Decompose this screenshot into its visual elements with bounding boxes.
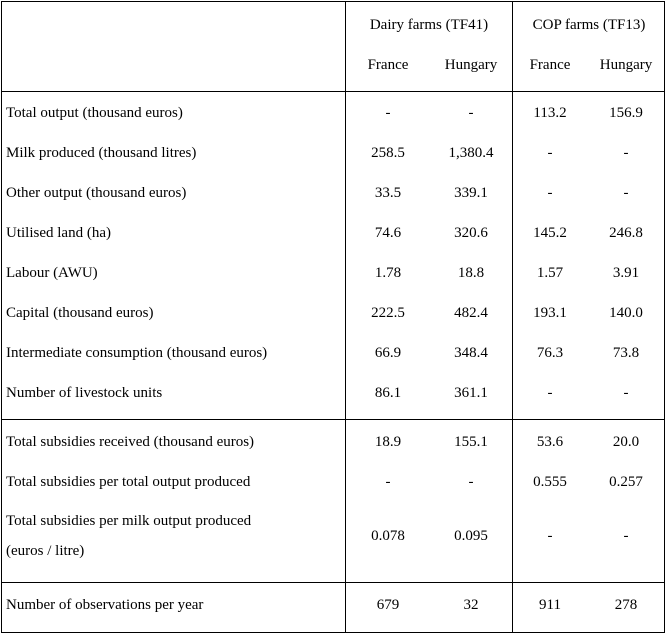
table-cell: - (547, 385, 553, 401)
table-cell: - (547, 528, 553, 544)
row-label: Intermediate consumption (thousand euros) (6, 345, 268, 361)
section-divider (2, 582, 664, 583)
table-cell: 18.8 (457, 265, 485, 281)
table-cell: 140.0 (609, 305, 643, 321)
table-cell: 86.1 (374, 385, 402, 401)
table-cell: - (623, 528, 629, 544)
data-table (1, 1, 665, 633)
column-header: France (529, 57, 571, 73)
row-label: Utilised land (ha) (6, 225, 111, 241)
table-cell: 76.3 (536, 345, 564, 361)
table-cell: - (623, 145, 629, 161)
table-cell: 0.078 (371, 528, 405, 544)
table-cell: 361.1 (454, 385, 488, 401)
table-cell: 348.4 (454, 345, 488, 361)
table-cell: 278 (614, 597, 638, 613)
table-cell: - (623, 385, 629, 401)
row-label: Total subsidies per milk output produced (6, 513, 252, 529)
group-header-cop: COP farms (TF13) (532, 17, 646, 33)
row-label: Capital (thousand euros) (6, 305, 154, 321)
table-cell: - (468, 105, 474, 121)
row-label: Other output (thousand euros) (6, 185, 187, 201)
section-divider (2, 419, 664, 420)
column-header: Hungary (599, 57, 653, 73)
table-cell: 1.78 (374, 265, 402, 281)
row-label-continued: (euros / litre) (6, 543, 85, 559)
table-cell: 18.9 (374, 434, 402, 450)
table-cell: 20.0 (612, 434, 640, 450)
column-header: Hungary (444, 57, 498, 73)
table-cell: 66.9 (374, 345, 402, 361)
group-header-dairy: Dairy farms (TF41) (369, 17, 489, 33)
table-cell: 113.2 (533, 105, 567, 121)
table-cell: 0.257 (609, 474, 643, 490)
table-cell: 246.8 (609, 225, 643, 241)
table-cell: - (547, 185, 553, 201)
row-label: Total subsidies per total output produced (6, 474, 251, 490)
column-header: France (367, 57, 409, 73)
header-divider (2, 91, 664, 92)
row-label: Labour (AWU) (6, 265, 98, 281)
row-label: Total subsidies received (thousand euros) (6, 434, 255, 450)
table-cell: 156.9 (609, 105, 643, 121)
table-cell: - (623, 185, 629, 201)
table-cell: 0.095 (454, 528, 488, 544)
table-cell: 33.5 (374, 185, 402, 201)
table-cell: 1,380.4 (448, 145, 494, 161)
row-label: Milk produced (thousand litres) (6, 145, 197, 161)
table-cell: 74.6 (374, 225, 402, 241)
table-cell: 73.8 (612, 345, 640, 361)
table-cell: 32 (463, 597, 479, 613)
row-label: Number of observations per year (6, 597, 204, 613)
table-cell: 911 (539, 597, 561, 613)
table-cell: 3.91 (612, 265, 640, 281)
table-cell: 320.6 (454, 225, 488, 241)
table-cell: 339.1 (454, 185, 488, 201)
table-cell: 482.4 (454, 305, 488, 321)
row-label: Total output (thousand euros) (6, 105, 183, 121)
table-cell: 679 (376, 597, 400, 613)
table-cell: 53.6 (536, 434, 564, 450)
table-cell: 0.555 (533, 474, 567, 490)
table-cell: - (385, 105, 391, 121)
table-cell: 145.2 (533, 225, 567, 241)
table-cell: - (385, 474, 391, 490)
row-label: Number of livestock units (6, 385, 163, 401)
table-cell: - (468, 474, 474, 490)
table-cell: 155.1 (454, 434, 488, 450)
table-cell: - (547, 145, 553, 161)
table-cell: 258.5 (371, 145, 405, 161)
table-cell: 1.57 (536, 265, 564, 281)
table-cell: 193.1 (533, 305, 567, 321)
table-cell: 222.5 (371, 305, 405, 321)
